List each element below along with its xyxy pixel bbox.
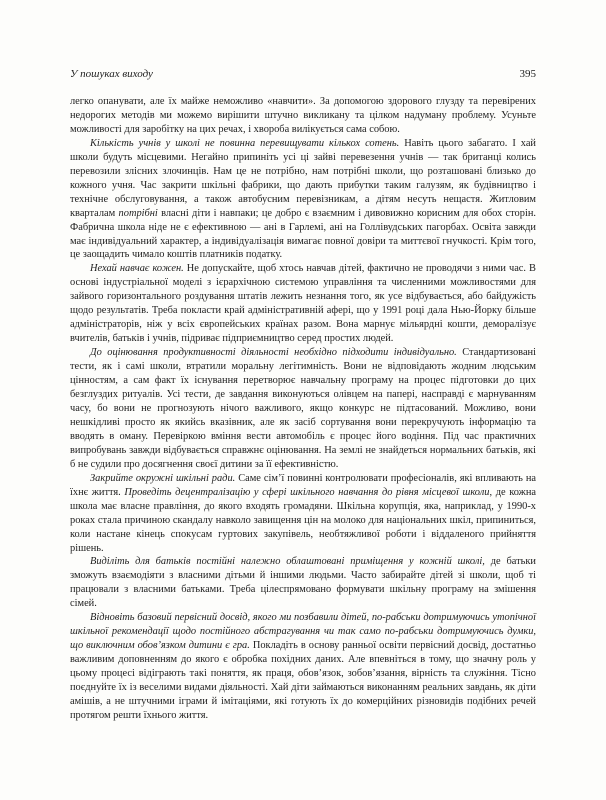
body-text-segment: , де кожна школа має власне правління, до якого входять громадяни. Шкільна корупція, яка, наприклад, у 1990-х роках стала причиною скандалу навколо завищення цін на молоко для національних шкіл, припиниться, коли настане кінець спокусам гуртових закупівель, необтяжливої роботи і віддаленого прийняття рішень.	[70, 486, 537, 554]
body-text-segment: власні діти і навпаки; це добро є взаємним і дивовижно корисним для обох сторін. Фабрична школа ніде не є ефективною — ані в Гарлемі, ані на Голлівудських пагорбах. Освіта завжди має індивідуальний характер, а індивідуалізація вимагає повної довіри та миттєвої гнучкості. Крім того, це заощадить чимало коштів платників податку.	[70, 207, 536, 261]
body-text-segment: Навіть цього забагато. І хай школи будуть місцевими. Негайно припиніть усі ці зайві перевезення учнів — так британці колись перевозили злісних злочинців. Нам це не потрібно, нам потрібні школи, що розташовані близько до кожного учня. Час закрити шкільні фабрики, що дають прибутки таким галузям, як будівництво і технічне обслуговування, а також автобусним перевізникам, а дітям несуть нещастя. Житловим кварталам	[70, 137, 536, 219]
paragraph-lead: Нехай навчає кожен.	[90, 263, 184, 275]
paragraph-lead: Відновіть базовий первісний досвід, якого ми позбавили дітей, по-рабськи дотримуючись утопічної шкільної рекомендації щодо постійного абстрагування чи так само по-рабськи дотримуючись думки, що виключним обов’язком дитини є гра.	[70, 612, 536, 652]
paragraph-lead: Кількість учнів у школі не повинна перевищувати кількох сотень.	[90, 137, 400, 149]
page-number: 395	[519, 68, 536, 80]
body-text-segment: Не допускайте, щоб хтось навчав дітей, фактично не проводячи з ними час. В основі індустріальної моделі з ієрархічною системою управління та численними можливостями для зайвого горизонтального роздування штатів лежить незнання того, як усе відбувається, або байдужість щодо результатів. Треба покласти край адміністративній афері, що у 1991 році дала Нью-Йорку більше адміністраторів, ніж у всіх європейських країнах разом. Вона марнує мільярдні кошти, деморалізує вчителів, батьків і учнів, підриває підприємництво серед простих людей.	[70, 263, 536, 345]
paragraph	[70, 555, 536, 611]
paragraph	[70, 346, 536, 472]
emphasis-text: потрібні	[118, 207, 158, 219]
paragraph	[70, 95, 536, 137]
paragraph-lead: До оцінювання продуктивності діяльності необхідно підходити індивідуально.	[90, 347, 457, 359]
body-text-segment: де батьки зможуть взаємодіяти з власними дітьми й іншими людьми. Часто забирайте дітей зі школи, щоб ті працювали з власними батьками. Треба цілеспрямовано формувати шкільну програму на змішення сімей.	[70, 556, 536, 610]
body-text-segment: легко опанувати, але їх майже неможливо «навчити». За допомогою здорового глузду та перевірених недорогих методів ми можемо вирішити штучно викликану та цілком надуману проблему. Усуньте можливості для заробітку на цих речах, і хвороба вилікується сама собою.	[70, 96, 536, 135]
section-title: У пошуках виходу	[70, 68, 153, 80]
paragraph-lead: Закрийте окружні шкільні ради.	[90, 472, 236, 484]
paragraph	[70, 137, 536, 263]
emphasis-text: Проведіть децентралізацію у сфері шкільного навчання до рівня місцевої школи	[124, 486, 490, 498]
body-text-segment: Покладіть в основу ранньої освіти первісний досвід, достатньо важливим доповненням до якого є обробка похідних даних. Але впевніться в тому, що значну роль у цьому процесі відіграють такі поняття, як праця, обов’язок, зобов’язання, вірність та служіння. Тісно поєднуйте їх із веселими видами діяльності. Хай діти займаються виконанням реальних завдань, як діти амішів, а не штучними іграми й імітаціями, які готують їх до комерційних різновидів подібних речей протягом решти їхнього життя.	[70, 640, 536, 721]
paragraph-lead: Виділіть для батьків постійні належно облаштовані приміщення у кожній школі,	[90, 556, 485, 568]
body-text-segment: Стандартизовані тести, як і самі школи, втратили моральну легітимність. Вони не відповідають жодним людським цінностям, а сам факт їх існування перетворює навчальну програму на процес підготовки до цих безглуздих ритуалів. Усі тести, де завдання виконуються олівцем на папері, насправді є марнуванням часу, бо вони не прогнозують нічого важливого, якщо конкурс не підтасований. Можливо, вони нешкідливі просто як якийсь вказівник, але як засіб сортування вони перекручують інформацію та вводять в оману. Перевіркою вміння вести автомобіль є процес його водіння. Під час практичних випробувань завжди відбувається справжнє оцінювання. На землі не знайдеться нормальних батьків, які б не судили про досягнення своєї дитини за її ефективністю.	[70, 347, 536, 470]
paragraph	[70, 262, 536, 346]
paragraph	[70, 611, 536, 723]
body-text	[70, 95, 536, 723]
running-header	[70, 68, 536, 84]
paragraph	[70, 472, 536, 556]
body-text-segment: Саме сім’ї повинні контролювати професіоналів, які впливають на їхнє життя.	[70, 472, 537, 498]
